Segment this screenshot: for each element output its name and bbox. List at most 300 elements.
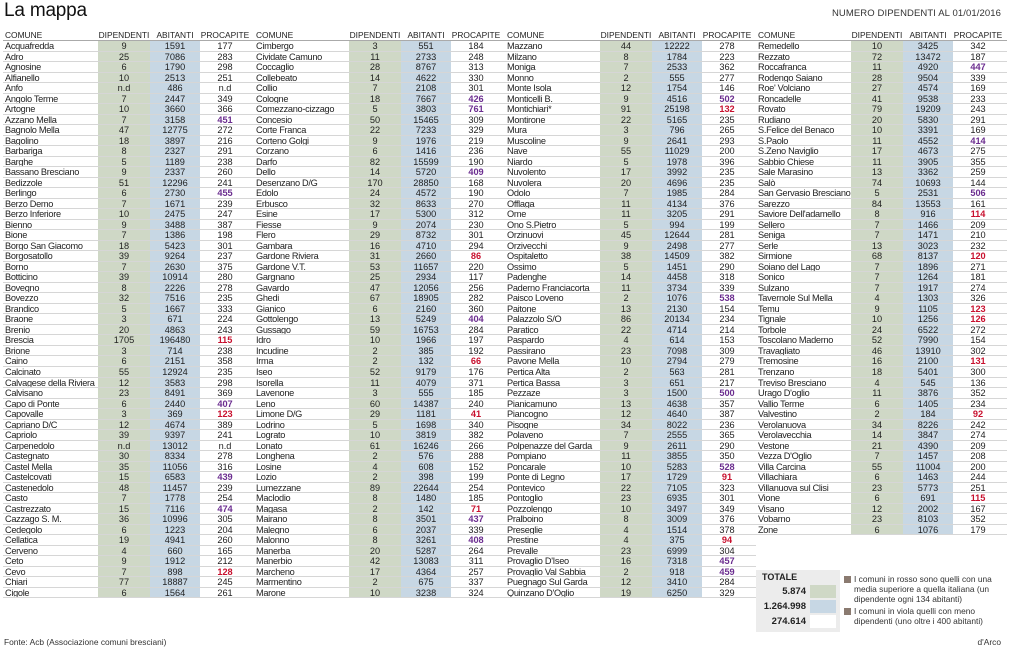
dipendenti-cell: 10 (600, 462, 652, 472)
comune-cell: Soiano del Lago (758, 261, 820, 272)
procapite-cell: 272 (217, 125, 233, 136)
procapite-cell: 223 (719, 51, 735, 62)
table-row (3, 314, 254, 325)
dipendenti-cell: 18 (98, 136, 150, 146)
table-row (505, 409, 756, 420)
abitanti-cell: 1076 (903, 525, 953, 535)
dipendenti-cell: 10 (851, 125, 903, 135)
dipendenti-cell: 36 (98, 514, 150, 524)
abitanti-cell: 2794 (652, 356, 702, 366)
procapite-cell: 330 (468, 72, 484, 83)
comune-cell: Paratico (507, 324, 539, 335)
dipendenti-cell: 10 (98, 209, 150, 219)
abitanti-cell: 5283 (652, 462, 702, 472)
abitanti-cell: 3023 (903, 241, 953, 251)
table-row (756, 462, 1007, 473)
comune-cell: Rodengo Saiano (758, 72, 823, 83)
abitanti-cell: 9504 (903, 73, 953, 83)
dipendenti-cell: 9 (98, 220, 150, 230)
dipendenti-cell: 47 (98, 125, 150, 135)
table-row (254, 535, 505, 546)
abitanti-cell: 1564 (150, 588, 200, 598)
abitanti-cell: 14387 (401, 399, 451, 409)
procapite-cell: 190 (468, 188, 484, 199)
comune-cell: Borgosatollo (5, 251, 53, 261)
procapite-cell: 309 (468, 114, 484, 125)
dipendenti-cell: 48 (98, 483, 150, 493)
procapite-cell: 439 (217, 472, 233, 483)
abitanti-cell: 16753 (401, 325, 451, 335)
dipendenti-cell: 16 (349, 241, 401, 251)
table-row (505, 504, 756, 515)
comune-cell: Flero (256, 230, 276, 240)
table-row (756, 493, 1007, 504)
abitanti-cell: 7086 (150, 52, 200, 62)
dipendenti-cell: 1705 (98, 335, 150, 345)
abitanti-cell: 2660 (401, 251, 451, 261)
procapite-swatch (810, 615, 836, 628)
abitanti-cell: 6935 (652, 493, 702, 503)
procapite-cell: 360 (468, 303, 484, 314)
comune-cell: Monticelli B. (507, 93, 553, 104)
comune-cell: Seniga (758, 230, 785, 240)
dipendenti-cell: 12 (600, 409, 652, 419)
procapite-cell: 378 (719, 524, 735, 535)
abitanti-cell: 1976 (401, 136, 451, 146)
abitanti-cell: 3660 (150, 104, 200, 114)
comune-cell: Carpenedolo (5, 440, 55, 451)
procapite-cell: 153 (719, 335, 735, 346)
table-row (756, 241, 1007, 252)
dipendenti-cell: 9 (600, 94, 652, 104)
table-row (254, 83, 505, 94)
abitanti-cell: 2226 (150, 283, 200, 293)
dipendenti-cell: 17 (349, 209, 401, 219)
abitanti-cell: 3425 (903, 41, 953, 51)
table-row (756, 262, 1007, 273)
table-row (254, 420, 505, 431)
comune-cell: Castelcovati (5, 472, 52, 482)
dipendenti-cell: 7 (98, 230, 150, 240)
abitanti-cell: 13910 (903, 346, 953, 356)
table-row (254, 167, 505, 178)
page-subtitle: NUMERO DIPENDENTI AL 01/01/2016 (831, 8, 1001, 19)
table-row (3, 52, 254, 63)
dipendenti-cell: 50 (349, 115, 401, 125)
dipendenti-cell: 35 (98, 462, 150, 472)
abitanti-cell: 5720 (401, 167, 451, 177)
abitanti-cell: 563 (652, 367, 702, 377)
abitanti-cell: 2440 (150, 399, 200, 409)
comune-cell: Artogne (5, 104, 36, 114)
table-row (756, 504, 1007, 515)
comune-cell: Borno (5, 261, 29, 272)
abitanti-cell: 1466 (903, 220, 953, 230)
abitanti-cell: 22644 (401, 483, 451, 493)
comune-cell: Nave (507, 146, 528, 156)
header-abitanti: ABITANTI (156, 30, 194, 40)
procapite-cell: 185 (468, 388, 484, 399)
abitanti-cell: 4458 (652, 272, 702, 282)
procapite-cell: 284 (719, 577, 735, 588)
abitanti-cell: 1463 (903, 472, 953, 482)
abitanti-cell: 1671 (150, 199, 200, 209)
comune-cell: S.Zeno Naviglio (758, 146, 819, 156)
table-row (505, 115, 756, 126)
dipendenti-cell: 7 (98, 567, 150, 577)
procapite-cell: 302 (970, 345, 986, 356)
comune-cell: Pompiano (507, 451, 546, 461)
procapite-cell: 200 (719, 146, 735, 157)
procapite-cell: 146 (719, 83, 735, 94)
dipendenti-cell: 9 (851, 304, 903, 314)
table-row (3, 94, 254, 105)
table-row (3, 73, 254, 84)
abitanti-cell: 4714 (652, 325, 702, 335)
dipendenti-cell: 9 (600, 241, 652, 251)
comune-cell: Sellero (758, 219, 785, 230)
dipendenti-cell: 5 (851, 188, 903, 198)
table-row (3, 241, 254, 252)
comune-cell: Quinzano D'Oglio (507, 587, 574, 598)
abitanti-cell: 4863 (150, 325, 200, 335)
abitanti-cell: 3238 (401, 588, 451, 598)
abitanti-cell: 671 (150, 314, 200, 324)
comune-cell: Berzo Demo (5, 198, 54, 209)
comune-cell: Vallio Terme (758, 398, 805, 409)
procapite-cell: 376 (719, 514, 735, 525)
table-row (756, 430, 1007, 441)
dipendenti-cell: 12 (98, 420, 150, 430)
totals-label: TOTALE (762, 572, 798, 582)
table-row (254, 262, 505, 273)
table-row (505, 220, 756, 231)
abitanti-cell: 5165 (652, 115, 702, 125)
abitanti-cell: 1181 (401, 409, 451, 419)
dipendenti-cell: 6 (98, 62, 150, 72)
dipendenti-cell: 22 (600, 483, 652, 493)
dipendenti-cell: 12 (600, 83, 652, 93)
comune-cell: Pianicamuno (507, 398, 557, 409)
table-row (505, 304, 756, 315)
procapite-cell: 278 (217, 451, 233, 462)
comune-cell: Passirano (507, 345, 546, 356)
comune-cell: Mazzano (507, 41, 543, 51)
legend-item-violet (844, 606, 1006, 626)
table-row (756, 157, 1007, 168)
comune-cell: Valvestino (758, 409, 797, 419)
comune-cell: Bovegno (5, 282, 40, 293)
table-row (254, 94, 505, 105)
table-row (3, 567, 254, 578)
dipendenti-cell: 7 (98, 115, 150, 125)
abitanti-cell: 18905 (401, 293, 451, 303)
abitanti-cell: 8334 (150, 451, 200, 461)
abitanti-cell: 2160 (401, 304, 451, 314)
abitanti-cell: 7105 (652, 483, 702, 493)
comune-cell: Rovato (758, 104, 786, 114)
abitanti-cell: 1471 (903, 230, 953, 240)
procapite-cell: 349 (217, 93, 233, 104)
procapite-cell: 357 (719, 398, 735, 409)
legend (844, 574, 1006, 628)
table-row (505, 167, 756, 178)
table-row (505, 125, 756, 136)
table-row (505, 136, 756, 147)
comune-cell: Sirmione (758, 251, 792, 261)
abitanti-cell: 3488 (150, 220, 200, 230)
dipendenti-cell: 5 (600, 157, 652, 167)
procapite-cell: 224 (217, 314, 233, 325)
procapite-cell: 126 (970, 314, 986, 325)
table-row (3, 104, 254, 115)
procapite-cell: 220 (468, 261, 484, 272)
procapite-cell: 352 (970, 514, 986, 525)
procapite-cell: 369 (217, 388, 233, 399)
procapite-cell: 365 (719, 430, 735, 441)
table-row (756, 73, 1007, 84)
dipendenti-cell: 19 (98, 535, 150, 545)
dipendenti-cell: 2 (600, 293, 652, 303)
comune-cell: Vobarno (758, 514, 791, 524)
procapite-cell: 333 (217, 303, 233, 314)
table-row (756, 441, 1007, 452)
procapite-cell: 261 (217, 587, 233, 598)
table-row (505, 577, 756, 588)
abitanti-cell: 4134 (652, 199, 702, 209)
dipendenti-cell: 4 (600, 335, 652, 345)
table-row (254, 462, 505, 473)
procapite-cell: 131 (970, 356, 986, 367)
procapite-cell: 339 (970, 72, 986, 83)
procapite-cell: 298 (217, 377, 233, 388)
dipendenti-cell: 55 (98, 367, 150, 377)
dipendenti-cell: 6 (851, 493, 903, 503)
table-row (3, 388, 254, 399)
dipendenti-cell: 25 (349, 272, 401, 282)
comune-cell: Limone D/G (256, 409, 303, 419)
abitanti-cell: 2037 (401, 525, 451, 535)
table-row (756, 83, 1007, 94)
table-row (254, 104, 505, 115)
table-row (254, 367, 505, 378)
table-row (505, 399, 756, 410)
header-dipendenti: DIPENDENTI (600, 30, 652, 40)
procapite-cell: 92 (972, 409, 984, 420)
procapite-cell: 209 (970, 219, 986, 230)
dipendenti-cell: 6 (98, 356, 150, 366)
comune-cell: Tavernole Sul Mella (758, 293, 833, 303)
dipendenti-cell: 6 (349, 525, 401, 535)
procapite-cell: 274 (970, 282, 986, 293)
procapite-cell: 502 (719, 93, 735, 104)
procapite-cell: 300 (970, 366, 986, 377)
procapite-cell: 387 (217, 219, 233, 230)
table-row (756, 314, 1007, 325)
dipendenti-cell: 79 (851, 104, 903, 114)
table-row (756, 220, 1007, 231)
dipendenti-cell: 17 (600, 167, 652, 177)
comune-cell: Remedello (758, 41, 800, 51)
procapite-cell: 277 (719, 72, 735, 83)
procapite-cell: 199 (719, 219, 735, 230)
procapite-cell: 301 (719, 493, 735, 504)
abitanti-cell: 8732 (401, 230, 451, 240)
abitanti-cell: 555 (652, 73, 702, 83)
procapite-cell: 197 (468, 335, 484, 346)
comune-cell: Verolavecchia (758, 430, 812, 440)
procapite-cell: 240 (468, 398, 484, 409)
comune-cell: Treviso Bresciano (758, 377, 827, 388)
dipendenti-cell: 41 (851, 94, 903, 104)
dipendenti-cell: 42 (349, 556, 401, 566)
dipendenti-cell: 4 (851, 378, 903, 388)
dipendenti-cell: 23 (600, 493, 652, 503)
header-comune: COMUNE (5, 30, 43, 40)
dipendenti-cell: n.d (98, 83, 150, 93)
procapite-cell: 144 (970, 177, 986, 188)
dipendenti-cell: 18 (98, 241, 150, 251)
table-row (756, 451, 1007, 462)
table-row (3, 588, 254, 599)
comune-cell: Marmentino (256, 577, 302, 587)
procapite-cell: 290 (719, 261, 735, 272)
procapite-cell: 169 (970, 83, 986, 94)
table-row (505, 262, 756, 273)
comune-cell: Borgo San Giacomo (5, 240, 83, 251)
abitanti-cell: 3583 (150, 378, 200, 388)
abitanti-cell: 4552 (903, 136, 953, 146)
table-row (756, 115, 1007, 126)
comune-cell: Pozzolengo (507, 503, 553, 514)
abitanti-cell: 142 (401, 504, 451, 514)
procapite-cell: 396 (719, 156, 735, 167)
procapite-cell: 86 (470, 251, 482, 262)
comune-cell: Provaglio Val Sabbia (507, 566, 586, 577)
dipendenti-cell: 39 (98, 251, 150, 261)
abitanti-cell: 1966 (401, 335, 451, 345)
dipendenti-cell: 13 (600, 399, 652, 409)
table-row (505, 356, 756, 367)
procapite-cell: 342 (970, 41, 986, 51)
procapite-cell: 179 (970, 524, 986, 535)
dipendenti-cell: 86 (600, 314, 652, 324)
abitanti-swatch (810, 600, 836, 613)
comune-cell: Sale Marasino (758, 167, 813, 177)
procapite-cell: 239 (217, 482, 233, 493)
table-row (254, 199, 505, 210)
comune-cell: Poncarale (507, 461, 546, 472)
abitanti-cell: 3992 (652, 167, 702, 177)
table-row (254, 230, 505, 241)
procapite-cell: 538 (719, 293, 735, 304)
comune-cell: Pertica Bassa (507, 377, 560, 388)
procapite-cell: 279 (719, 356, 735, 367)
dipendenti-cell: 7 (98, 94, 150, 104)
dipendenti-cell: 170 (349, 178, 401, 188)
procapite-cell: 275 (970, 146, 986, 157)
abitanti-cell: 385 (401, 346, 451, 356)
procapite-cell: 161 (970, 198, 986, 209)
table-row (254, 73, 505, 84)
dipendenti-cell: 51 (98, 178, 150, 188)
dipendenti-cell: 74 (851, 178, 903, 188)
table-row (756, 367, 1007, 378)
procapite-cell: 408 (468, 535, 484, 546)
comune-cell: Pertica Alta (507, 366, 550, 377)
abitanti-cell: 1591 (150, 41, 200, 51)
procapite-cell: 270 (468, 198, 484, 209)
dipendenti-cell: 91 (600, 104, 652, 114)
dipendenti-cell: 21 (851, 441, 903, 451)
comune-cell: Bagnolo Mella (5, 125, 60, 135)
comune-cell: Caino (5, 356, 28, 366)
column-header-row (3, 26, 254, 41)
procapite-cell: 128 (217, 566, 233, 577)
abitanti-cell: 184 (903, 409, 953, 419)
dipendenti-cell: 34 (851, 420, 903, 430)
table-row (3, 378, 254, 389)
procapite-cell: 350 (719, 451, 735, 462)
procapite-cell: 254 (468, 482, 484, 493)
procapite-cell: 457 (719, 556, 735, 567)
abitanti-cell: 8767 (401, 62, 451, 72)
table-row (254, 272, 505, 283)
procapite-cell: 234 (970, 398, 986, 409)
abitanti-cell: 16246 (401, 441, 451, 451)
abitanti-cell: 2100 (903, 356, 953, 366)
procapite-cell: 337 (468, 577, 484, 588)
procapite-cell: 114 (970, 209, 986, 220)
table-row (756, 178, 1007, 189)
procapite-cell: 506 (970, 188, 986, 199)
table-row (505, 493, 756, 504)
procapite-cell: 212 (217, 556, 233, 567)
comune-cell: Paspardo (507, 335, 544, 345)
dipendenti-cell: 3 (98, 314, 150, 324)
procapite-cell: 41 (470, 409, 482, 420)
dipendenti-cell: 11 (349, 378, 401, 388)
abitanti-cell: 196480 (150, 335, 200, 345)
dipendenti-cell: 10 (349, 430, 401, 440)
procapite-cell: 355 (970, 156, 986, 167)
comune-cell: Cedegolo (5, 524, 42, 535)
comune-cell: Polaveno (507, 430, 543, 440)
abitanti-cell: 7318 (652, 556, 702, 566)
abitanti-cell: 1480 (401, 493, 451, 503)
dipendenti-cell: 22 (349, 125, 401, 135)
abitanti-cell: 714 (150, 346, 200, 356)
abitanti-cell: 6250 (652, 588, 702, 598)
table-row (756, 62, 1007, 73)
table-row (756, 251, 1007, 262)
table-row (505, 388, 756, 399)
procapite-cell: 313 (468, 62, 484, 73)
table-row (254, 356, 505, 367)
procapite-cell: 324 (468, 587, 484, 598)
table-row (3, 483, 254, 494)
procapite-cell: 259 (970, 167, 986, 178)
comune-cell: Bione (5, 230, 27, 240)
procapite-cell: 181 (970, 272, 986, 283)
comune-cell: Padenghe (507, 272, 547, 282)
comune-cell: Villa Carcina (758, 461, 806, 472)
abitanti-cell: 2730 (150, 188, 200, 198)
table-row (756, 325, 1007, 336)
procapite-cell: 236 (468, 146, 484, 157)
dipendenti-cell: 8 (349, 514, 401, 524)
legend-square-icon (844, 608, 851, 615)
